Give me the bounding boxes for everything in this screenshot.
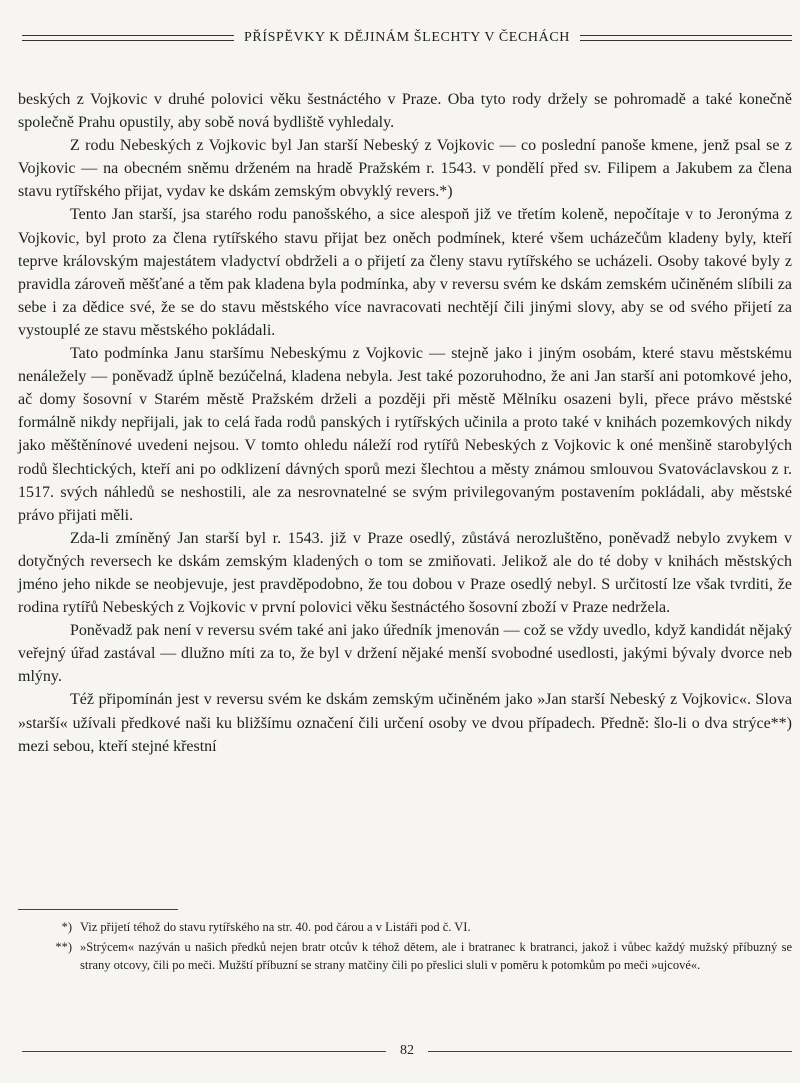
footnote-2-mark: **) <box>55 939 72 954</box>
footer-rule-right <box>428 1051 792 1052</box>
page-footer <box>22 1040 792 1062</box>
footnote-1-mark: *) <box>61 920 72 934</box>
header-title: PŘÍSPĚVKY K DĚJINÁM ŠLECHTY V ČECHÁCH <box>244 30 570 45</box>
footnote-2 <box>18 938 792 975</box>
page-number: 82 <box>400 1043 414 1058</box>
running-header <box>22 22 792 54</box>
paragraph-6: Poněvadž pak není v reversu svém také ani jako úředník jmenován — což se vždy uvedlo, když kandidát nějaký veřejný úřad zastával — dlužno míti za to, že byl v držení nějaké menší svobodné usedlosti, jakými bývaly dvorce neb mlýny. <box>18 622 792 686</box>
paragraph-3: Tento Jan starší, jsa starého rodu panošského, a sice alespoň již ve třetím koleně, nepočítaje v to Jeronýma z Vojkovic, byl proto za člena rytířského stavu přijat bez oněch podmínek, které všem ucházečům kladeny byly, kteří teprve královským majestátem vladyctví obdrželi a o přijetí za členy stavu rytířského se ucházeli. Osoby takové byly z pravidla zároveň měšťané a těm pak kladena byla podmínka, aby v reversu svém ke dskám zemském učiněném slíbili za sebe i za dědice své, že se do stavu městského více navracovati nechtějí čili jinými slovy, aby se od svého přijetí za vystouplé ze stavu městského pokládali. <box>18 206 792 339</box>
footnote-2-text: »Strýcem« nazýván u našich předků nejen bratr otcův k téhož dětem, ale i bratranec k bratranci, jakož i vůbec každý mužský příbuzný se strany otcovy, čili po meči. Mužští příbuzní se strany matčiny čili po přeslici sluli v poměru k potomkům po meči »ujcové«. <box>80 939 792 972</box>
footnote-separator <box>18 909 178 910</box>
paragraph-5: Zda-li zmíněný Jan starší byl r. 1543. již v Praze osedlý, zůstává nerozluštěno, poněvadž nebylo zvykem v dotyčných reversech ke dskám zemským kladených o tom se zmiňovati. Jelikož ale do té doby v knihách městských jméno jeho nikde se neobjevuje, jest pravděpodobno, že tou dobou v Praze osedlý nebyl. S určitostí lze však tvrditi, že rodina rytířů Nebeských z Vojkovic v první polovici věku šestnáctého šosovní zboží v Praze nedržela. <box>18 529 792 617</box>
footer-rule-left <box>22 1051 386 1052</box>
footnote-1 <box>18 918 792 937</box>
header-rule-left <box>22 35 234 41</box>
paragraph-1: beských z Vojkovic v druhé polovici věku šestnáctého v Praze. Oba tyto rody držely se pohromadě a také konečně společně Prahu opustily, aby sobě nová bydliště vyhledaly. <box>18 91 792 132</box>
body-text <box>18 88 792 758</box>
paragraph-4: Tato podmínka Janu staršímu Nebeskýmu z Vojkovic — stejně jako i jiným osobám, které stavu městskému nenáležely — poněvadž úplně bezúčelná, kladena nebyla. Jest také pozoruhodno, že ani Jan starší ani potomkové jeho, ač domy šosovní v Starém městě Pražském drželi a později při městě Mělníku osazeni byli, přece právo městské formálně nikdy nepřijali, jak to celá řada rodů panských i rytířských učinila a proto také v knihách pozemkových nikdy jako měštěnínové uvedeni nejsou. V tomto ohledu náleží rod rytířů Nebeských z Vojkovic k oné menšině starobylých rodů šlechtických, kteří ani po odklizení dávných sporů mezi šlechtou a městy známou smlouvou Svatováclavskou z r. 1517. svých náhledů se neshostili, ale za nesrovnatelné se svým privilegovaným postavením pokládali, aby městské právo přijati měli. <box>18 345 792 524</box>
header-rule-right <box>580 35 792 41</box>
paragraph-7: Též připomínán jest v reversu svém ke dskám zemským učiněném jako »Jan starší Nebeský z Vojkovic«. Slova »starší« užívali předkové naši ku bližšímu označení čili určení osoby ve dvou případech. Předně: šlo-li o dva strýce**) mezi sebou, kteří stejné křestní <box>18 691 792 755</box>
footnotes <box>18 918 792 976</box>
paragraph-2: Z rodu Nebeských z Vojkovic byl Jan starší Nebeský z Vojkovic — co poslední panoše kmene, jenž psal se z Vojkovic — na obecném sněmu drženém na hradě Pražském r. 1543. v pondělí před sv. Filipem a Jakubem za člena stavu rytířského přijat, vydav ke dskám zemským obvyklý revers.*) <box>18 137 792 201</box>
footnote-1-text: Viz přijetí téhož do stavu rytířského na str. 40. pod čárou a v Listáři pod č. VI. <box>80 920 471 934</box>
